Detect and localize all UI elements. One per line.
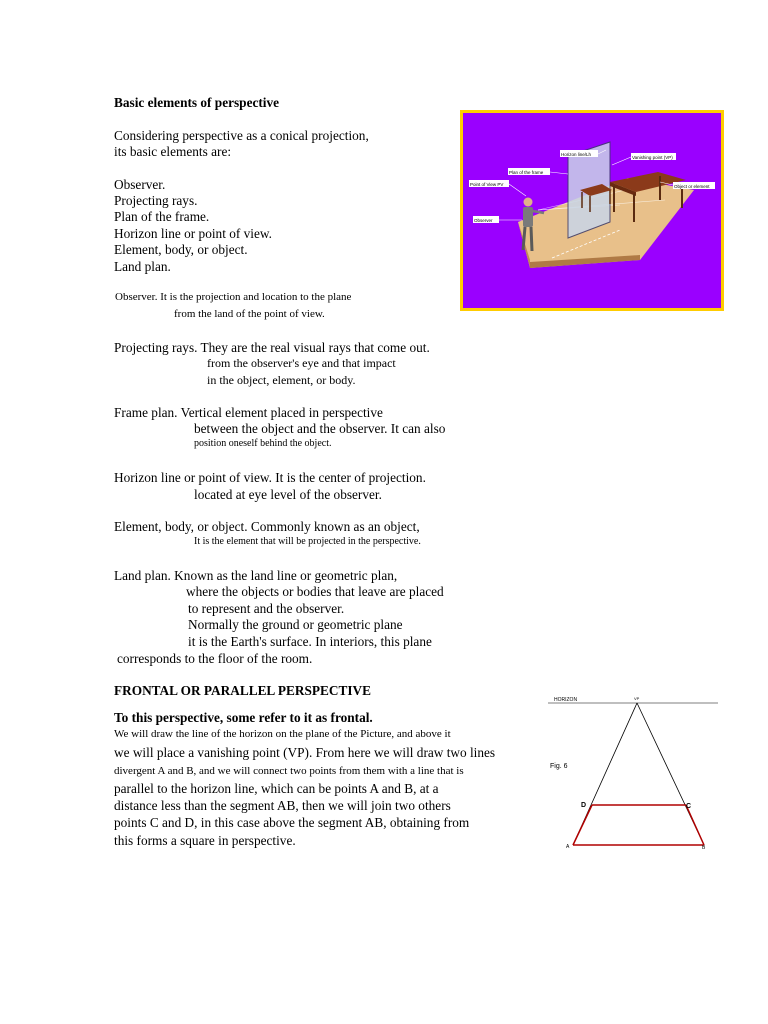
section2-paragraph-line: points C and D, in this case above the segment AB, obtaining from <box>114 815 470 830</box>
definition-element-cont: It is the element that will be projected in the perspective. <box>194 536 421 547</box>
definition-observer-cont: from the land of the point of view. <box>174 308 325 320</box>
element-list-item: Projecting rays. <box>114 193 198 208</box>
definition-land-plan-cont: where the objects or bodies that leave are placed <box>186 584 444 599</box>
element-list-item: Horizon line or point of view. <box>114 226 272 241</box>
perspective-illustration <box>460 110 724 311</box>
fig6-point-c: C <box>686 803 692 810</box>
definition-horizon-line: Horizon line or point of view. It is the center of projection. <box>114 470 426 485</box>
section2-subtitle: To this perspective, some refer to it as frontal. <box>114 710 373 725</box>
fig6-caption: Fig. 6 <box>550 763 568 770</box>
fig1-label-horizon-line: Horizon line/Lh <box>561 152 592 157</box>
element-list-item: Observer. <box>114 177 166 192</box>
definition-land-plan-cont: corresponds to the floor of the room. <box>117 651 313 666</box>
definition-projecting-rays-cont: in the object, element, or body. <box>207 373 356 387</box>
fig1-label-observer: Observer <box>474 218 493 223</box>
element-list-item: Plan of the frame. <box>114 209 210 224</box>
definition-land-plan-cont: Normally the ground or geometric plane <box>188 617 403 632</box>
intro-line: its basic elements are: <box>114 144 232 159</box>
definition-element: Element, body, or object. Commonly known as an object, <box>114 519 420 534</box>
definition-land-plan: Land plan. Known as the land line or geometric plan, <box>114 568 398 583</box>
fig1-label-plan-of-frame: Plan of the frame <box>509 170 544 175</box>
definition-horizon-line-cont: located at eye level of the observer. <box>194 487 382 502</box>
fig1-label-point-of-view: Point of View PV <box>470 182 504 187</box>
definition-projecting-rays-cont: from the observer's eye and that impact <box>207 356 396 370</box>
fig6-horizon-label: HORIZON <box>554 697 578 703</box>
intro-line: Considering perspective as a conical projection, <box>114 128 369 143</box>
section2-paragraph-line: this forms a square in perspective. <box>114 833 296 848</box>
fig6-vp-label: VP <box>634 696 640 701</box>
definition-frame-plan: Frame plan. Vertical element placed in perspective <box>114 405 383 420</box>
section2-paragraph-line: divergent A and B, and we will connect two points from them with a line that is <box>114 765 464 777</box>
fig6-point-d: D <box>581 802 587 809</box>
fig6-diagram <box>540 690 740 855</box>
definition-frame-plan-cont: between the object and the observer. It can also <box>194 421 446 436</box>
definition-projecting-rays: Projecting rays. They are the real visual rays that come out. <box>114 340 430 355</box>
fig1-label-vanishing-point: Vanishing point (VP) <box>632 155 673 160</box>
section2-paragraph-line: we will place a vanishing point (VP). From here we will draw two lines <box>114 745 496 760</box>
definition-land-plan-cont: it is the Earth's surface. In interiors, this plane <box>188 634 432 649</box>
fig1-label-object: Object or element <box>674 184 710 189</box>
section2-paragraph-line: distance less than the segment AB, then we will join two others <box>114 798 451 813</box>
section2-paragraph-line: parallel to the horizon line, which can be points A and B, at a <box>114 781 439 796</box>
definition-observer: Observer. It is the projection and location to the plane <box>115 291 352 303</box>
section2-paragraph-line: We will draw the line of the horizon on the plane of the Picture, and above it <box>114 728 451 740</box>
section2-title: FRONTAL OR PARALLEL PERSPECTIVE <box>114 683 371 698</box>
definition-frame-plan-cont: position oneself behind the object. <box>194 438 332 449</box>
definition-land-plan-cont: to represent and the observer. <box>188 601 345 616</box>
fig6-point-b: B <box>702 845 706 851</box>
element-list-item: Land plan. <box>114 259 171 274</box>
fig6-point-a: A <box>566 844 570 850</box>
section-title: Basic elements of perspective <box>114 95 280 110</box>
element-list-item: Element, body, or object. <box>114 242 248 257</box>
